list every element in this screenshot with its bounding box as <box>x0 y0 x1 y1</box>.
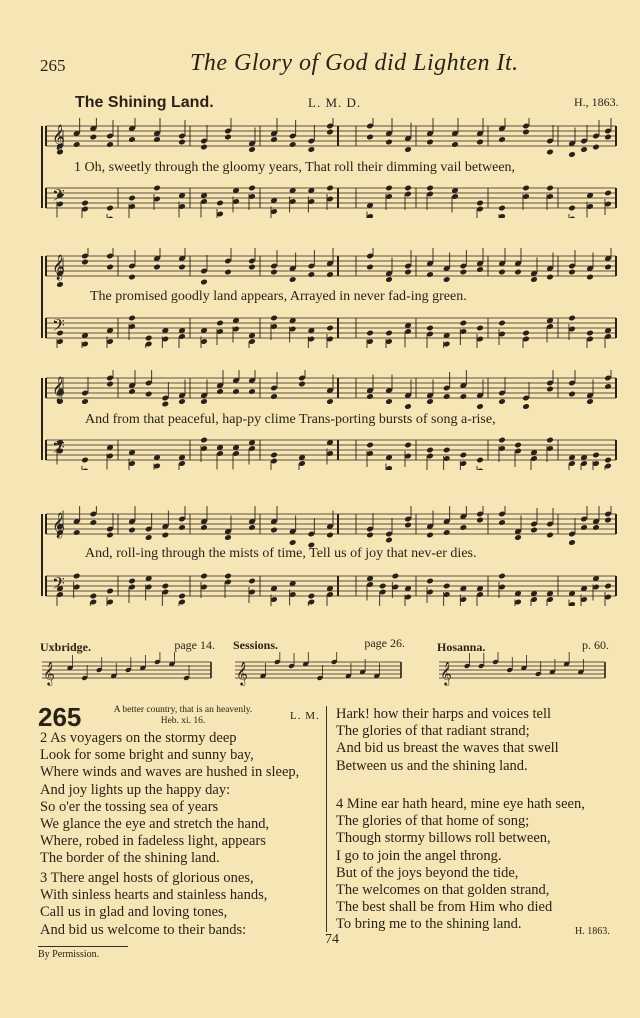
hymn-number: 265 <box>38 702 82 732</box>
alt-tune-page: page 26. <box>364 636 405 650</box>
hymn-end-mark: H. 1863. <box>575 926 610 937</box>
alt-tune-name: Hosanna. <box>437 640 486 654</box>
verse-line: Between us and the shining land. <box>336 757 528 774</box>
mini-staff-uxbridge <box>40 652 215 696</box>
column-divider <box>326 706 327 932</box>
verse-line: Where, robed in fadeless light, appears <box>40 833 266 850</box>
alt-tune-name: Uxbridge. <box>40 640 91 654</box>
verse-4 <box>336 796 585 934</box>
verse-line: 3 There angel hosts of glorious ones, <box>40 870 254 886</box>
verse-3-continued <box>336 706 559 775</box>
svg-text:𝄢: 𝄢 <box>52 573 65 597</box>
tune-meter: L. M. D. <box>308 95 362 110</box>
lyric-line-3: And from that peaceful, hap-py clime Trans-porting bursts of song a-rise, <box>85 412 496 427</box>
tune-composer: H., 1863. <box>574 95 619 109</box>
verse-line: 4 Mine ear hath heard, mine eye hath seen, <box>336 796 585 812</box>
svg-text:𝄢: 𝄢 <box>52 315 65 339</box>
svg-text:𝄞: 𝄞 <box>52 255 66 280</box>
verse-line: The glories of that home of song; <box>336 813 530 830</box>
svg-text:𝄞: 𝄞 <box>440 661 452 685</box>
lyric-line-4: And, roll-ing through the mists of time, Tell us of joy that nev-er dies. <box>85 546 477 561</box>
verse-line: Though stormy billows roll between, <box>336 830 551 847</box>
verse-line: The welcomes on that golden strand, <box>336 882 550 899</box>
verse-line: The glories of that radiant strand; <box>336 723 530 740</box>
verse-line: So o'er the tossing sea of years <box>40 798 219 815</box>
lyric-line-1: 1 Oh, sweetly through the gloomy years, That roll their dimming vail between, <box>74 160 516 175</box>
permission-note: By Permission. <box>38 946 128 960</box>
epigraph <box>88 705 278 727</box>
svg-text:𝄞: 𝄞 <box>43 661 55 685</box>
verse-line: We glance the eye and stretch the hand, <box>40 816 270 833</box>
verse-3 <box>40 870 267 939</box>
svg-text:𝄢: 𝄢 <box>52 437 65 461</box>
alt-tune-page: p. 60. <box>582 638 609 652</box>
verse-line: Where winds and waves are hushed in sleep, <box>40 764 300 781</box>
verse-line: The border of the shining land. <box>40 850 220 867</box>
epigraph-reference: Heb. xi. 16. <box>160 716 206 726</box>
verse-line: I go to join the angel throng. <box>336 847 502 864</box>
running-title: The Glory of God did Lighten It. <box>190 50 519 76</box>
verse-line: With sinless hearts and stainless hands, <box>40 887 268 904</box>
svg-text:𝄞: 𝄞 <box>52 125 66 150</box>
mini-staff-sessions <box>233 652 405 696</box>
verse-line: Look for some bright and sunny bay, <box>40 747 254 764</box>
page-number: 265 <box>40 56 66 75</box>
verse-2 <box>40 730 299 868</box>
mini-staff-hosanna <box>437 652 609 696</box>
verse-line: To bring me to the shining land. <box>336 916 522 933</box>
hymn-meter: L. M. <box>290 710 320 722</box>
verse-line: Call us in glad and loving tones, <box>40 904 228 921</box>
verse-line: And joy lights up the happy day: <box>40 781 231 798</box>
verse-line: And bid us breast the waves that swell <box>336 740 559 757</box>
footer-page-number: 74 <box>325 932 339 947</box>
tune-title: The Shining Land. <box>75 94 214 111</box>
alt-tune-name: Sessions. <box>233 638 279 652</box>
svg-text:𝄞: 𝄞 <box>52 513 66 538</box>
epigraph-text: A better country, that is an heavenly. <box>113 705 253 715</box>
verse-line: And bid us welcome to their bands: <box>40 921 247 938</box>
verse-line: The best shall be from Him who died <box>336 899 553 916</box>
verse-line: 2 As voyagers on the stormy deep <box>40 730 237 746</box>
alt-tune-page: page 14. <box>174 638 215 652</box>
svg-text:𝄢: 𝄢 <box>52 185 65 209</box>
svg-text:𝄞: 𝄞 <box>52 377 66 402</box>
svg-text:𝄞: 𝄞 <box>236 661 248 685</box>
lyric-line-2: The promised goodly land appears, Arrayed in never fad-ing green. <box>90 289 467 304</box>
verse-line: But of the joys beyond the tide, <box>336 864 519 881</box>
verse-line: Hark! how their harps and voices tell <box>336 706 552 722</box>
